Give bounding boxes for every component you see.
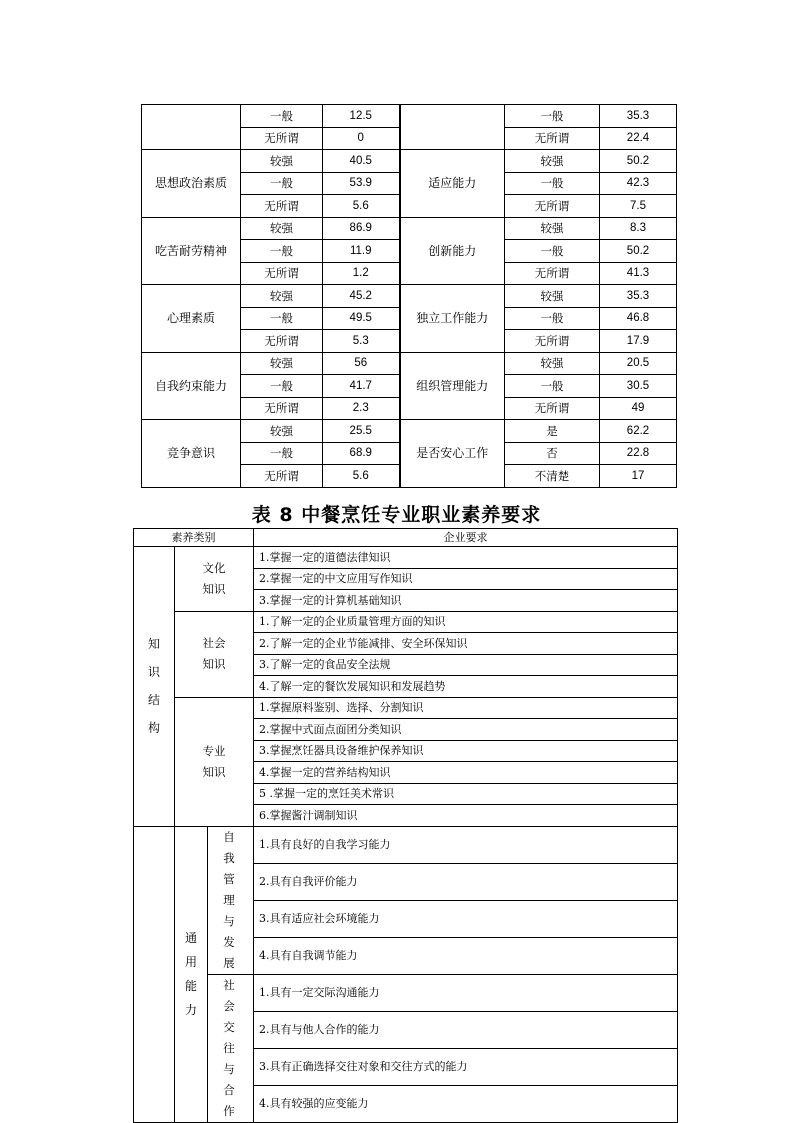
table-row <box>142 105 677 128</box>
general-ability-outer <box>134 826 175 1122</box>
percent-cell: 30.5 <box>600 375 677 398</box>
percent-cell: 17.9 <box>600 330 677 353</box>
level-cell: 较强 <box>241 150 323 173</box>
percent-cell: 40.5 <box>323 150 400 173</box>
level-cell: 一般 <box>241 105 323 128</box>
percent-cell: 46.8 <box>600 307 677 330</box>
table-row <box>134 611 678 633</box>
requirement-item: 1.掌握原料鉴别、选择、分割知识 <box>254 697 678 719</box>
requirement-item: 3.具有适应社会环境能力 <box>254 900 678 937</box>
level-cell: 一般 <box>241 240 323 263</box>
requirement-item: 4.掌握一定的营养结构知识 <box>254 762 678 784</box>
category-cell: 组织管理能力 <box>400 352 505 420</box>
requirement-item: 2.具有与他人合作的能力 <box>254 1011 678 1048</box>
requirement-item: 1.了解一定的企业质量管理方面的知识 <box>254 611 678 633</box>
percent-cell: 5.6 <box>323 195 400 218</box>
level-cell: 无所谓 <box>241 262 323 285</box>
header-row <box>134 529 678 547</box>
percent-cell: 50.2 <box>600 150 677 173</box>
percent-cell: 5.3 <box>323 330 400 353</box>
requirement-item: 4.了解一定的餐饮发展知识和发展趋势 <box>254 676 678 698</box>
level-cell: 一般 <box>505 307 600 330</box>
category-cell: 思想政治素质 <box>142 150 241 218</box>
requirement-item: 3.具有正确选择交往对象和交往方式的能力 <box>254 1048 678 1085</box>
level-cell: 不清楚 <box>505 465 600 488</box>
level-cell: 一般 <box>505 172 600 195</box>
percent-cell: 35.3 <box>600 105 677 128</box>
percent-cell: 5.6 <box>323 465 400 488</box>
header-category: 素养类别 <box>134 529 254 547</box>
percent-cell: 2.3 <box>323 397 400 420</box>
percent-cell: 56 <box>323 352 400 375</box>
category-cell: 是否安心工作 <box>400 420 505 488</box>
percent-cell: 7.5 <box>600 195 677 218</box>
percent-cell: 49.5 <box>323 307 400 330</box>
level-cell: 一般 <box>241 307 323 330</box>
percent-cell: 86.9 <box>323 217 400 240</box>
general-ability-label: 通用能力 <box>175 826 208 1122</box>
table-row <box>142 352 677 375</box>
level-cell: 一般 <box>241 442 323 465</box>
level-cell: 较强 <box>505 217 600 240</box>
level-cell: 是 <box>505 420 600 443</box>
level-cell: 较强 <box>241 217 323 240</box>
professional-knowledge-label: 专业 知识 <box>175 697 254 826</box>
requirement-item: 3.掌握一定的计算机基础知识 <box>254 590 678 612</box>
percent-cell: 11.9 <box>323 240 400 263</box>
level-cell: 无所谓 <box>505 127 600 150</box>
level-cell: 较强 <box>505 150 600 173</box>
requirement-item: 3.了解一定的食品安全法规 <box>254 654 678 676</box>
level-cell: 一般 <box>241 375 323 398</box>
table-row <box>142 420 677 443</box>
percent-cell: 12.5 <box>323 105 400 128</box>
table-title: 表 8 中餐烹饪专业职业素养要求 <box>251 504 542 526</box>
level-cell: 无所谓 <box>241 330 323 353</box>
requirement-item: 1.具有一定交际沟通能力 <box>254 974 678 1011</box>
category-cell <box>400 105 505 150</box>
table-row <box>134 547 678 569</box>
percent-cell: 50.2 <box>600 240 677 263</box>
level-cell: 较强 <box>241 352 323 375</box>
requirement-item: 2.掌握中式面点面团分类知识 <box>254 719 678 741</box>
level-cell: 否 <box>505 442 600 465</box>
percent-cell: 42.3 <box>600 172 677 195</box>
percent-cell: 1.2 <box>323 262 400 285</box>
level-cell: 无所谓 <box>241 465 323 488</box>
table-row <box>142 285 677 308</box>
header-requirement: 企业要求 <box>254 529 678 547</box>
self-management-label: 自我 管理 与发 展 <box>208 826 254 974</box>
percent-cell: 53.9 <box>323 172 400 195</box>
percent-cell: 8.3 <box>600 217 677 240</box>
level-cell: 无所谓 <box>241 127 323 150</box>
percent-cell: 45.2 <box>323 285 400 308</box>
social-interaction-label: 社会 交往 与合 作 <box>208 974 254 1122</box>
level-cell: 无所谓 <box>505 195 600 218</box>
survey-results-body <box>142 105 677 488</box>
professional-qualities-table <box>133 528 678 1123</box>
requirement-item: 3.掌握烹饪器具设备维护保养知识 <box>254 740 678 762</box>
level-cell: 一般 <box>505 105 600 128</box>
category-cell: 竞争意识 <box>142 420 241 488</box>
requirement-item: 2.掌握一定的中文应用写作知识 <box>254 568 678 590</box>
percent-cell: 41.7 <box>323 375 400 398</box>
level-cell: 较强 <box>241 285 323 308</box>
percent-cell: 68.9 <box>323 442 400 465</box>
table-row <box>134 697 678 719</box>
social-knowledge-label: 社会 知识 <box>175 611 254 697</box>
requirement-item: 6.掌握酱汁调制知识 <box>254 805 678 827</box>
requirement-item: 2.具有自我评价能力 <box>254 863 678 900</box>
percent-cell: 25.5 <box>323 420 400 443</box>
level-cell: 无所谓 <box>241 397 323 420</box>
requirement-item: 4.具有较强的应变能力 <box>254 1085 678 1122</box>
category-cell <box>142 105 241 150</box>
category-cell: 自我约束能力 <box>142 352 241 420</box>
table-row <box>142 150 677 173</box>
percent-cell: 0 <box>323 127 400 150</box>
percent-cell: 17 <box>600 465 677 488</box>
level-cell: 一般 <box>241 172 323 195</box>
level-cell: 无所谓 <box>505 262 600 285</box>
level-cell: 无所谓 <box>505 330 600 353</box>
requirement-item: 1.具有良好的自我学习能力 <box>254 826 678 863</box>
culture-knowledge-label: 文化 知识 <box>175 547 254 612</box>
level-cell: 无所谓 <box>505 397 600 420</box>
knowledge-structure-label: 知识结构 <box>134 547 175 827</box>
percent-cell: 22.4 <box>600 127 677 150</box>
level-cell: 一般 <box>505 240 600 263</box>
percent-cell: 49 <box>600 397 677 420</box>
category-cell: 心理素质 <box>142 285 241 353</box>
percent-cell: 41.3 <box>600 262 677 285</box>
level-cell: 较强 <box>505 352 600 375</box>
category-cell: 独立工作能力 <box>400 285 505 353</box>
percent-cell: 20.5 <box>600 352 677 375</box>
requirement-item: 1.掌握一定的道德法律知识 <box>254 547 678 569</box>
table-row <box>134 974 678 1011</box>
requirement-item: 2.了解一定的企业节能减排、安全环保知识 <box>254 633 678 655</box>
survey-results-table <box>141 104 677 488</box>
level-cell: 一般 <box>505 375 600 398</box>
requirement-item: 5 .掌握一定的烹饪美术常识 <box>254 783 678 805</box>
percent-cell: 22.8 <box>600 442 677 465</box>
level-cell: 较强 <box>505 285 600 308</box>
percent-cell: 62.2 <box>600 420 677 443</box>
level-cell: 无所谓 <box>241 195 323 218</box>
table-row <box>134 826 678 863</box>
table-row <box>142 217 677 240</box>
category-cell: 适应能力 <box>400 150 505 218</box>
category-cell: 吃苦耐劳精神 <box>142 217 241 285</box>
level-cell: 较强 <box>241 420 323 443</box>
percent-cell: 35.3 <box>600 285 677 308</box>
category-cell: 创新能力 <box>400 217 505 285</box>
requirement-item: 4.具有自我调节能力 <box>254 937 678 974</box>
